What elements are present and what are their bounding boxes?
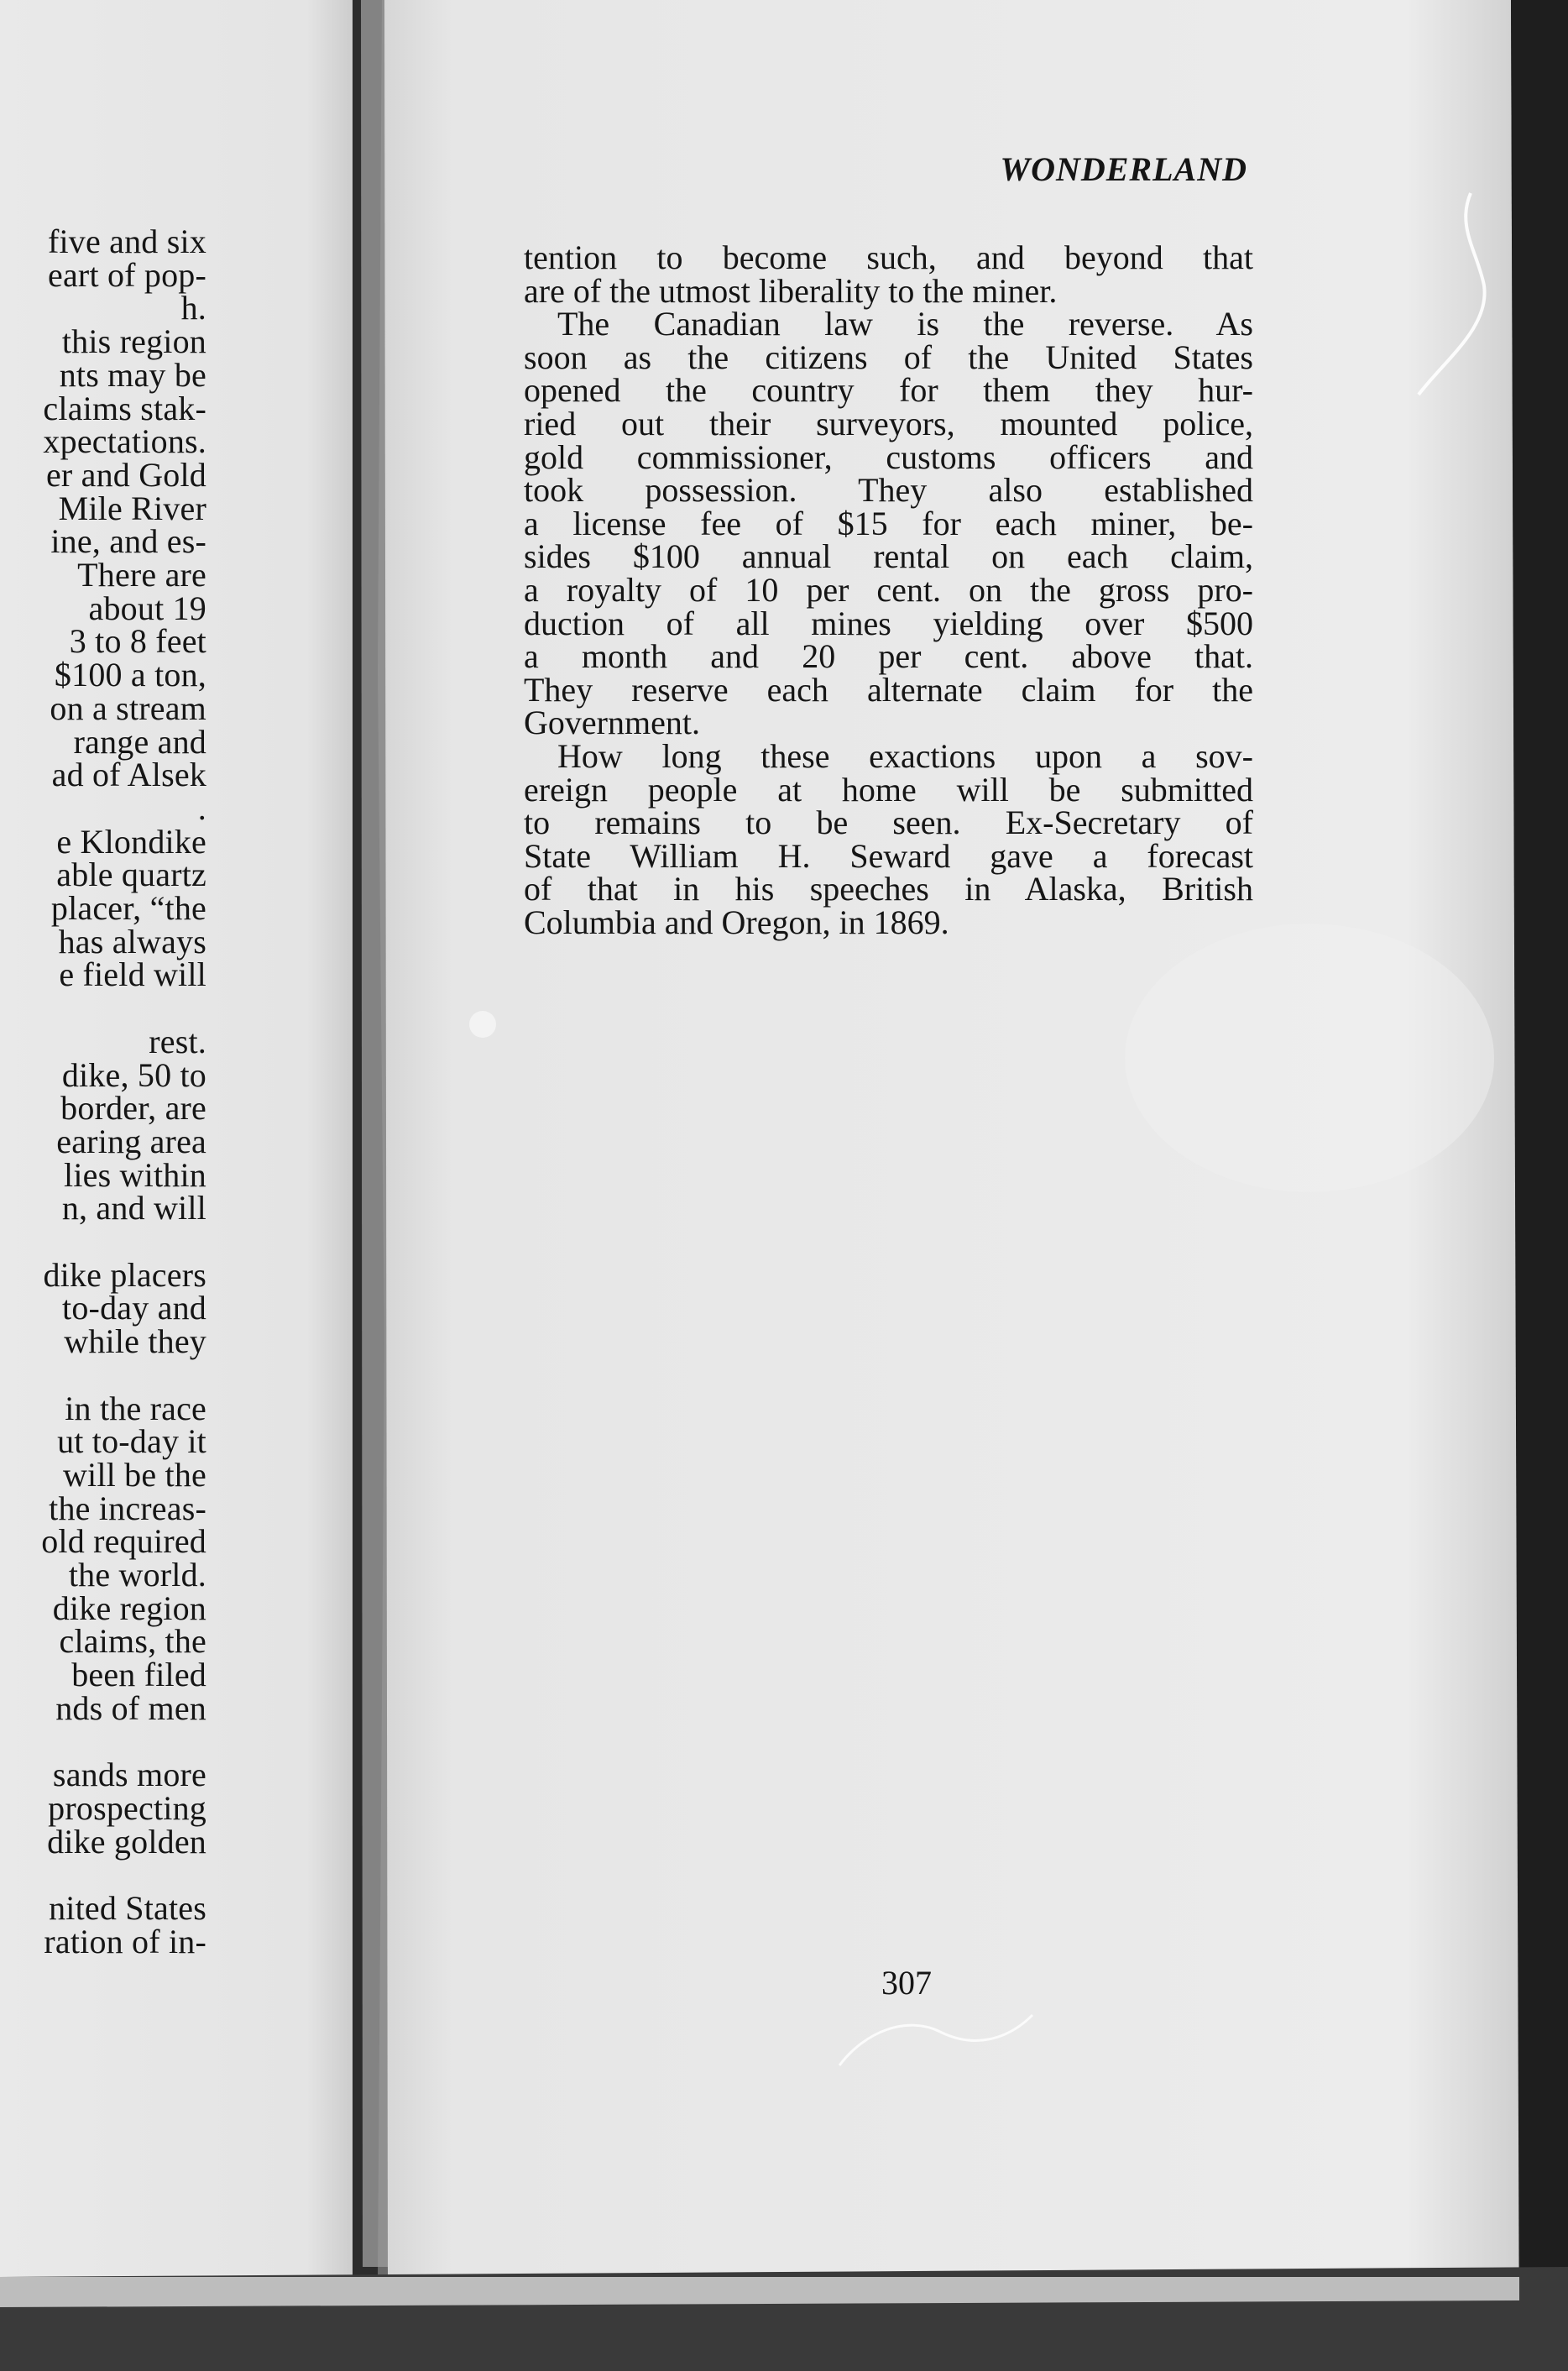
left-page-line: nds of men <box>55 1688 206 1727</box>
left-page-line: border, are <box>60 1089 206 1128</box>
left-page-line: er and Gold <box>45 455 206 494</box>
left-page-line: five and six <box>47 225 206 260</box>
left-page-line: n, and will <box>61 1189 206 1227</box>
body-line: gold commissioner, customs officers and <box>524 437 1253 476</box>
left-page-line: this region <box>61 322 206 361</box>
left-page-line: dike placers <box>43 1255 206 1294</box>
left-page-line: e Klondike <box>56 822 206 861</box>
body-line: soon as the citizens of the United States <box>524 338 1253 376</box>
page-stain <box>1125 924 1494 1192</box>
left-page-line: dike, 50 to <box>61 1055 206 1094</box>
left-page-line: prospecting <box>48 1788 206 1827</box>
left-page-line: earing area <box>56 1122 206 1160</box>
left-page-line: old required <box>41 1522 206 1561</box>
body-line: ried out their surveyors, mounted police, <box>524 405 1253 442</box>
left-page-line: claims, the <box>59 1622 206 1661</box>
body-line: They reserve each alternate claim for the <box>524 670 1253 709</box>
left-page-line: nts may be <box>59 355 206 394</box>
left-page-line: sands more <box>52 1756 206 1794</box>
body-line: ereign people at home will be submitted <box>524 770 1253 809</box>
left-page-line: ine, and es- <box>50 522 206 561</box>
left-page-line: $100 a ton, <box>54 656 206 694</box>
left-page-line: 3 to 8 feet <box>69 622 206 661</box>
left-page-line: in the race <box>65 1389 206 1427</box>
body-line: took possession. They also established <box>524 471 1253 510</box>
body-line: duction of all mines yielding over $500 <box>524 604 1253 642</box>
left-page-line: ut to-day it <box>57 1422 206 1461</box>
body-line: State William H. Seward gave a forecast <box>524 836 1253 875</box>
left-page-line: ration of in- <box>44 1922 206 1960</box>
body-line: a license fee of $15 for each miner, be- <box>524 504 1253 542</box>
left-page-text <box>0 225 206 1988</box>
left-page-line: lies within <box>64 1155 206 1194</box>
left-page-line: will be the <box>62 1455 206 1494</box>
body-line: of that in his speeches in Alaska, British <box>524 870 1253 908</box>
body-line: opened the country for them they hur- <box>524 371 1253 410</box>
body-line: a royalty of 10 per cent. on the gross pro- <box>524 571 1253 609</box>
left-page-line: has always <box>58 922 206 960</box>
left-page-line: h. <box>180 289 206 327</box>
body-line: Government. <box>524 704 700 742</box>
left-page-line: claims stak- <box>43 389 206 427</box>
running-header: WONDERLAND <box>1000 150 1247 188</box>
body-line: Columbia and Oregon, in 1869. <box>524 903 949 941</box>
left-page-line: . <box>197 788 206 827</box>
left-page-line: while they <box>64 1322 206 1361</box>
smudge <box>469 1011 496 1038</box>
left-page-line: about 19 <box>88 589 206 627</box>
left-page-line: xpectations. <box>43 422 206 461</box>
left-page-line: Mile River <box>58 489 206 527</box>
body-line: tention to become such, and beyond that <box>524 238 1253 276</box>
left-page-line: nited States <box>49 1889 206 1927</box>
body-line: are of the utmost liberality to the miner. <box>524 271 1058 310</box>
left-page-line: on a stream <box>50 688 206 727</box>
left-page-line: ad of Alsek <box>51 756 206 794</box>
body-line: The Canadian law is the reverse. As <box>557 305 1253 343</box>
body-line: to remains to be seen. Ex-Secretary of <box>524 803 1253 842</box>
left-page-line: dike region <box>52 1589 206 1627</box>
left-page-line: There are <box>77 556 206 594</box>
left-page-line: able quartz <box>56 856 206 894</box>
left-page-line: the world. <box>68 1556 206 1594</box>
left-page-line: dike golden <box>47 1822 206 1861</box>
left-page-line: eart of pop- <box>48 255 206 294</box>
left-page-line: placer, “the <box>50 889 206 927</box>
left-page-line: e field will <box>59 955 206 994</box>
left-page-line: rest. <box>149 1022 206 1060</box>
left-page-line: to-day and <box>62 1289 206 1327</box>
page-number: 307 <box>881 1964 932 2002</box>
right-page-edge <box>1511 0 1568 2371</box>
body-line: sides $100 annual rental on each claim, <box>524 537 1253 576</box>
body-line: a month and 20 per cent. above that. <box>524 637 1253 676</box>
left-page-line: range and <box>73 722 206 761</box>
left-page-line: been filed <box>71 1656 206 1694</box>
left-page-line: the increas- <box>49 1489 206 1527</box>
body-line: How long these exactions upon a sov- <box>557 737 1253 775</box>
